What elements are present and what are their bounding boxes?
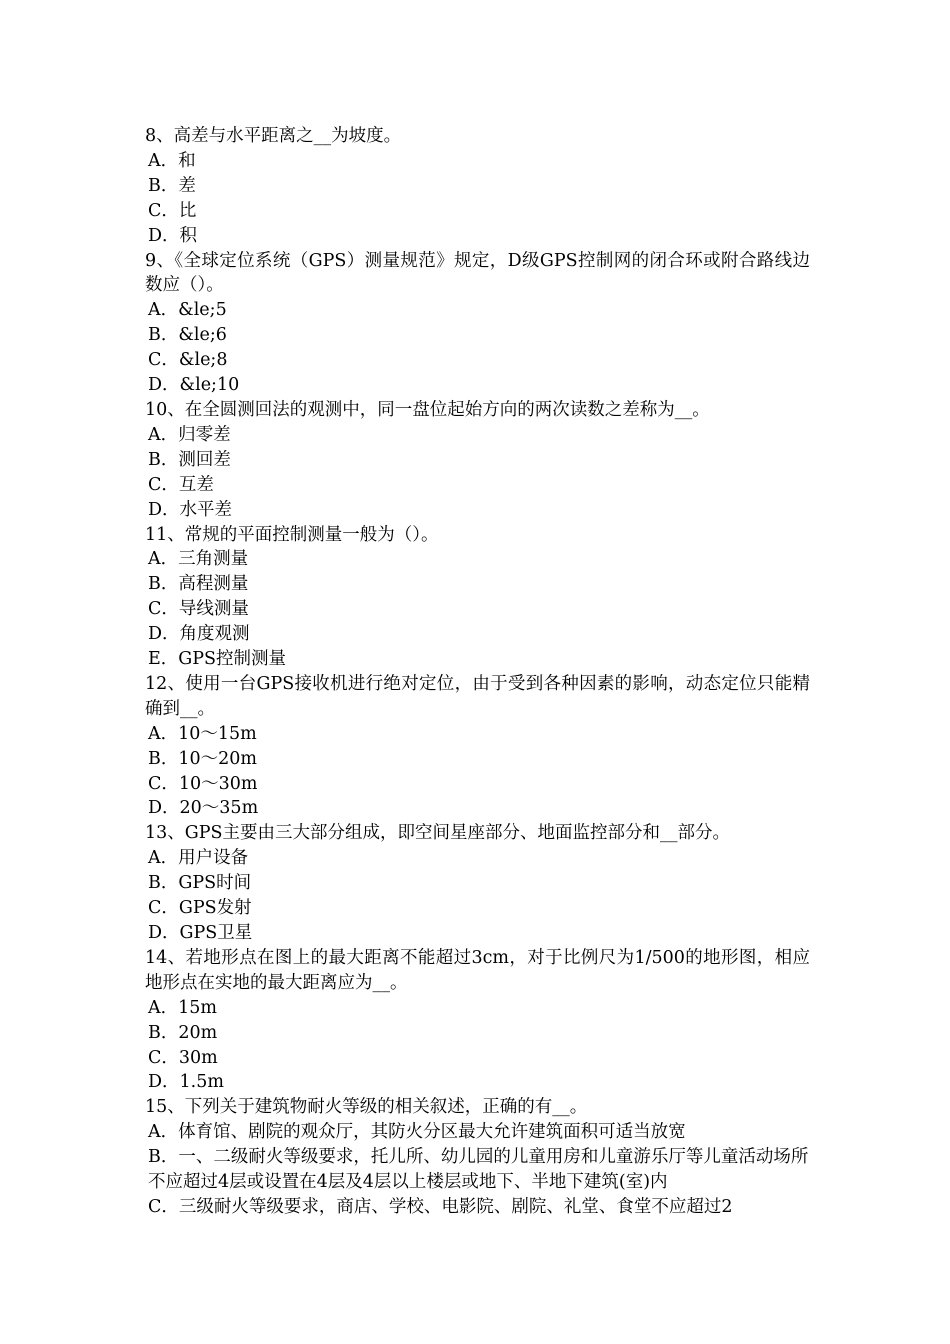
question-13 bbox=[145, 821, 810, 946]
option-b: B．&le;6 bbox=[148, 325, 227, 346]
option-b: B．测回差 bbox=[148, 449, 231, 470]
question-text: 13、GPS主要由三大部分组成，即空间星座部分、地面监控部分和__部分。 bbox=[145, 823, 731, 844]
option-a: A．10～15m bbox=[148, 723, 257, 744]
option-b: B．高程测量 bbox=[148, 574, 249, 595]
option-c: C．互差 bbox=[148, 474, 214, 495]
option-d: D．积 bbox=[148, 225, 198, 246]
option-b: B．一、二级耐火等级要求，托儿所、幼儿园的儿童用房和儿童游乐厅等儿童活动场所不应超过4层或设置在4层及4层以上楼层或地下、半地下建筑(室)内 bbox=[148, 1147, 809, 1193]
option-b: B．GPS时间 bbox=[148, 873, 252, 894]
option-d: D．20～35m bbox=[148, 798, 259, 819]
option-a: A．体育馆、剧院的观众厅，其防火分区最大允许建筑面积可适当放宽 bbox=[148, 1122, 686, 1143]
option-d: D．&le;10 bbox=[148, 375, 240, 396]
question-14 bbox=[145, 946, 810, 1095]
option-c: C．30m bbox=[148, 1047, 218, 1068]
question-9 bbox=[145, 249, 810, 398]
question-15 bbox=[145, 1095, 810, 1220]
question-10 bbox=[145, 398, 810, 523]
option-d: D．角度观测 bbox=[148, 624, 250, 645]
option-d: D．1.5m bbox=[148, 1072, 224, 1093]
question-text: 10、在全圆测回法的观测中，同一盘位起始方向的两次读数之差称为__。 bbox=[145, 399, 710, 420]
question-text: 14、若地形点在图上的最大距离不能超过3cm，对于比例尺为1/500的地形图，相应地形点在实地的最大距离应为__。 bbox=[145, 947, 810, 993]
option-c: C．&le;8 bbox=[148, 350, 228, 371]
option-a: A．和 bbox=[148, 150, 196, 171]
option-c: C．导线测量 bbox=[148, 599, 249, 620]
option-b: B．20m bbox=[148, 1022, 218, 1043]
option-d: D．GPS卫星 bbox=[148, 923, 253, 943]
option-e: E．GPS控制测量 bbox=[148, 649, 287, 670]
question-11 bbox=[145, 523, 810, 672]
question-text: 11、常规的平面控制测量一般为（）。 bbox=[145, 524, 439, 545]
question-text: 15、下列关于建筑物耐火等级的相关叙述，正确的有__。 bbox=[145, 1097, 588, 1118]
option-a: A．归零差 bbox=[148, 424, 231, 445]
option-b: B．10～20m bbox=[148, 748, 257, 769]
option-a: A．用户设备 bbox=[148, 848, 249, 869]
option-c: C．10～30m bbox=[148, 773, 258, 794]
question-text: 8、高差与水平距离之__为坡度。 bbox=[145, 126, 402, 146]
option-b: B．差 bbox=[148, 175, 196, 196]
option-c: C．GPS发射 bbox=[148, 898, 252, 919]
option-c: C．三级耐火等级要求，商店、学校、电影院、剧院、礼堂、食堂不应超过2 bbox=[148, 1196, 733, 1217]
question-text: 9、《全球定位系统（GPS）测量规范》规定，D级GPS控制网的闭合环或附合路线边数应（）。 bbox=[145, 250, 810, 296]
option-a: A．&le;5 bbox=[148, 300, 227, 321]
option-d: D．水平差 bbox=[148, 499, 233, 520]
document-page bbox=[145, 124, 810, 1220]
question-12 bbox=[145, 672, 810, 821]
question-text: 12、使用一台GPS接收机进行绝对定位，由于受到各种因素的影响，动态定位只能精确到__。 bbox=[145, 673, 810, 719]
question-8 bbox=[145, 124, 810, 249]
option-a: A．15m bbox=[148, 997, 218, 1018]
option-a: A．三角测量 bbox=[148, 549, 249, 570]
option-c: C．比 bbox=[148, 200, 197, 221]
